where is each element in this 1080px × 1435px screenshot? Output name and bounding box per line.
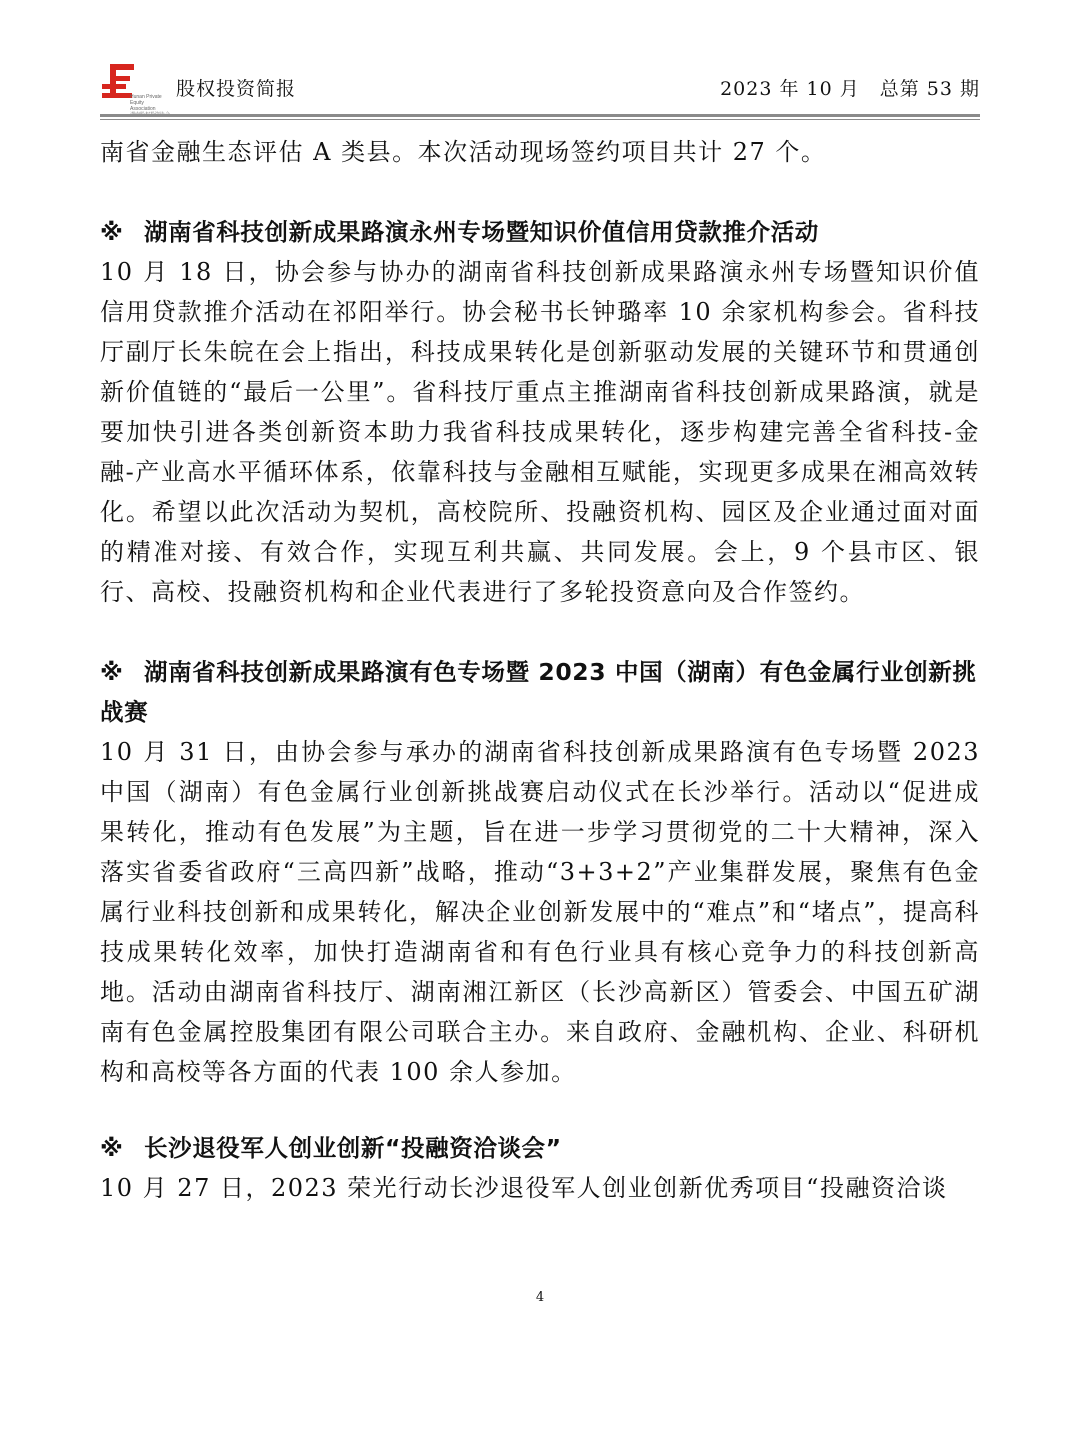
page-number: 4 (535, 1290, 545, 1305)
issue-info: 2023 年 10 月 总第 53 期 (720, 78, 980, 100)
section-heading (100, 212, 980, 252)
section-heading (100, 652, 980, 732)
publication-name: 股权投资简报 (176, 78, 297, 100)
page-content (100, 132, 980, 1208)
section-heading (100, 1128, 980, 1168)
reference-mark: ※ (100, 1134, 124, 1162)
section-title: 湖南省科技创新成果路演永州专场暨知识价值信用贷款推介活动 (144, 218, 819, 246)
header-rule (100, 114, 980, 117)
section-title: 湖南省科技创新成果路演有色专场暨 2023 中国（湖南）有色金属行业创新挑战赛 (100, 658, 977, 726)
reference-mark: ※ (100, 218, 124, 246)
section-title: 长沙退役军人创业创新“投融资洽谈会” (144, 1134, 562, 1162)
section-paragraph: 10 月 27 日，2023 荣光行动长沙退役军人创业创新优秀项目“投融资洽谈 (100, 1174, 948, 1202)
association-logo (100, 62, 170, 112)
continued-paragraph: 南省金融生态评估 A 类县。本次活动现场签约项目共计 27 个。 (100, 138, 827, 166)
logo-text: Hunan Private Equity Association (130, 94, 162, 112)
header-rule-thin (100, 119, 980, 120)
section-paragraph: 10 月 18 日，协会参与协办的湖南省科技创新成果路演永州专场暨知识价值信用贷款推介活动在祁阳举行。协会秘书长钟璐率 10 余家机构参会。省科技厅副厅长朱皖在会上指出，科技成果转化是创新驱动发展的关键环节和贯通创新价值链的“最后一公里”。省科技厅重点主推湖南省科技创新成果路演，就是要加快引进各类创新资本助力我省科技成果转化，逐步构建完善全省科技-金融-产业高水平循环体系，依靠科技与金融相互赋能，实现更多成果在湘高效转化。希望以此次活动为契机，高校院所、投融资机构、园区及企业通过面对面的精准对接、有效合作，实现互利共赢、共同发展。会上，9 个县市区、银行、高校、投融资机构和企业代表进行了多轮投资意向及合作签约。 (100, 258, 980, 606)
page-header (100, 60, 980, 116)
reference-mark: ※ (100, 658, 124, 686)
section-paragraph: 10 月 31 日，由协会参与承办的湖南省科技创新成果路演有色专场暨 2023 中国（湖南）有色金属行业创新挑战赛启动仪式在长沙举行。活动以“促进成果转化，推动有色发展”为主题，旨在进一步学习贯彻党的二十大精神，深入落实省委省政府“三高四新”战略，推动“3+3+2”产业集群发展，聚焦有色金属行业科技创新和成果转化，解决企业创新发展中的“难点”和“堵点”，提高科技成果转化效率，加快打造湖南省和有色行业具有核心竞争力的科技创新高地。活动由湖南省科技厅、湖南湘江新区（长沙高新区）管委会、中国五矿湖南有色金属控股集团有限公司联合主办。来自政府、金融机构、企业、科研机构和高校等各方面的代表 100 余人参加。 (100, 738, 980, 1086)
